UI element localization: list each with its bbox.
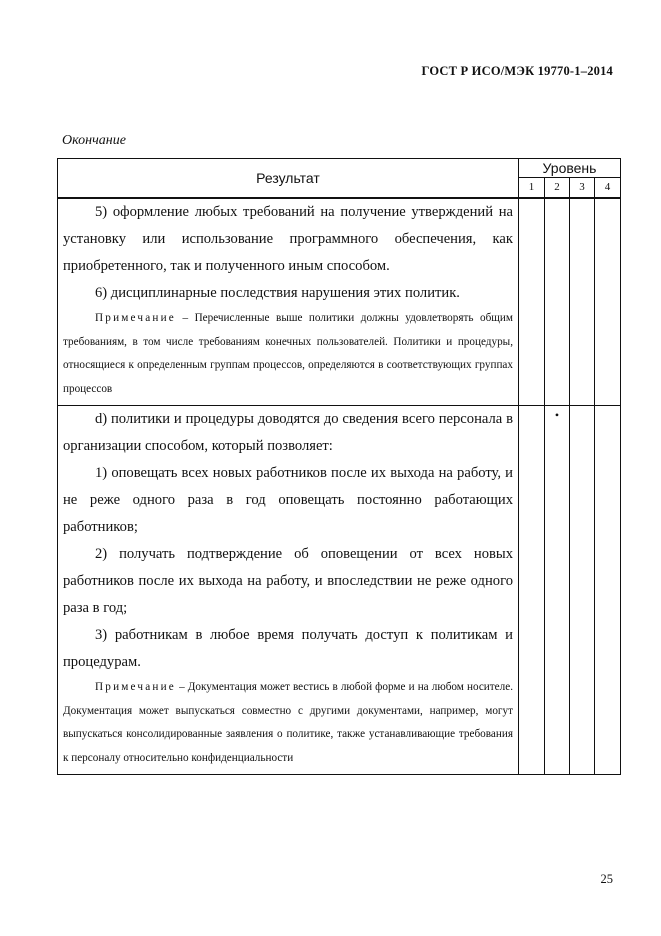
level-3-header: 3 <box>570 178 595 199</box>
level-2-cell: • <box>545 406 570 775</box>
page-number: 25 <box>600 872 613 886</box>
level-3-cell <box>570 198 595 406</box>
result-paragraph: 6) дисциплинарные последствия нарушения этих политик. <box>95 285 460 301</box>
note-text: – Документация может вестись в любой форме и на любом носителе. Документация может выпускаться совместно с другими документами, например, могут выпускаться консолидированные заявления о политике, также устанавливающие требования к персоналу относительно конфиденциальности <box>63 681 513 764</box>
result-paragraph: 1) оповещать всех новых работников после их выхода на работу, и не реже одного раза в год оповещать постоянно работающих работников; <box>63 465 513 535</box>
level-1-header: 1 <box>519 178 545 199</box>
table-header-row <box>58 159 621 178</box>
result-paragraph: 5) оформление любых требований на получение утверждений на установку или использование программного обеспечения, как приобретенного, так и полученного иным способом. <box>63 204 513 274</box>
level-3-cell <box>570 406 595 775</box>
level-4-cell <box>595 406 621 775</box>
standard-designation: ГОСТ Р ИСО/МЭК 19770-1–2014 <box>421 64 613 78</box>
note-label: Примечание <box>95 681 176 693</box>
note-paragraph <box>63 676 513 770</box>
level-1-cell <box>519 198 545 406</box>
result-paragraph: 2) получать подтверждение об оповещении от всех новых работников после их выхода на работу, и впоследствии не реже одного раза в год; <box>63 546 513 616</box>
table-row <box>58 198 621 406</box>
table-continuation-label: Окончание <box>62 133 126 148</box>
level-2-cell <box>545 198 570 406</box>
result-paragraph: 3) работникам в любое время получать доступ к политикам и процедурам. <box>63 627 513 670</box>
level-4-cell <box>595 198 621 406</box>
result-cell <box>58 198 519 406</box>
table-row <box>58 406 621 775</box>
level-2-header: 2 <box>545 178 570 199</box>
result-cell <box>58 406 519 775</box>
result-column-header: Результат <box>58 159 519 199</box>
note-paragraph <box>63 307 513 401</box>
result-paragraph: d) политики и процедуры доводятся до сведения всего персонала в организации способом, который позволяет: <box>63 411 513 454</box>
level-1-cell <box>519 406 545 775</box>
note-label: Примечание <box>95 312 176 324</box>
requirements-table <box>57 158 621 775</box>
note-text: – Перечисленные выше политики должны удовлетворять общим требованиям, в том числе требованиям конечных пользователей. Политики и процедуры, относящиеся к определенным группам процессов, определяются в соответствующих группах процессов <box>63 312 513 395</box>
level-column-header: Уровень <box>519 159 621 178</box>
level-4-header: 4 <box>595 178 621 199</box>
